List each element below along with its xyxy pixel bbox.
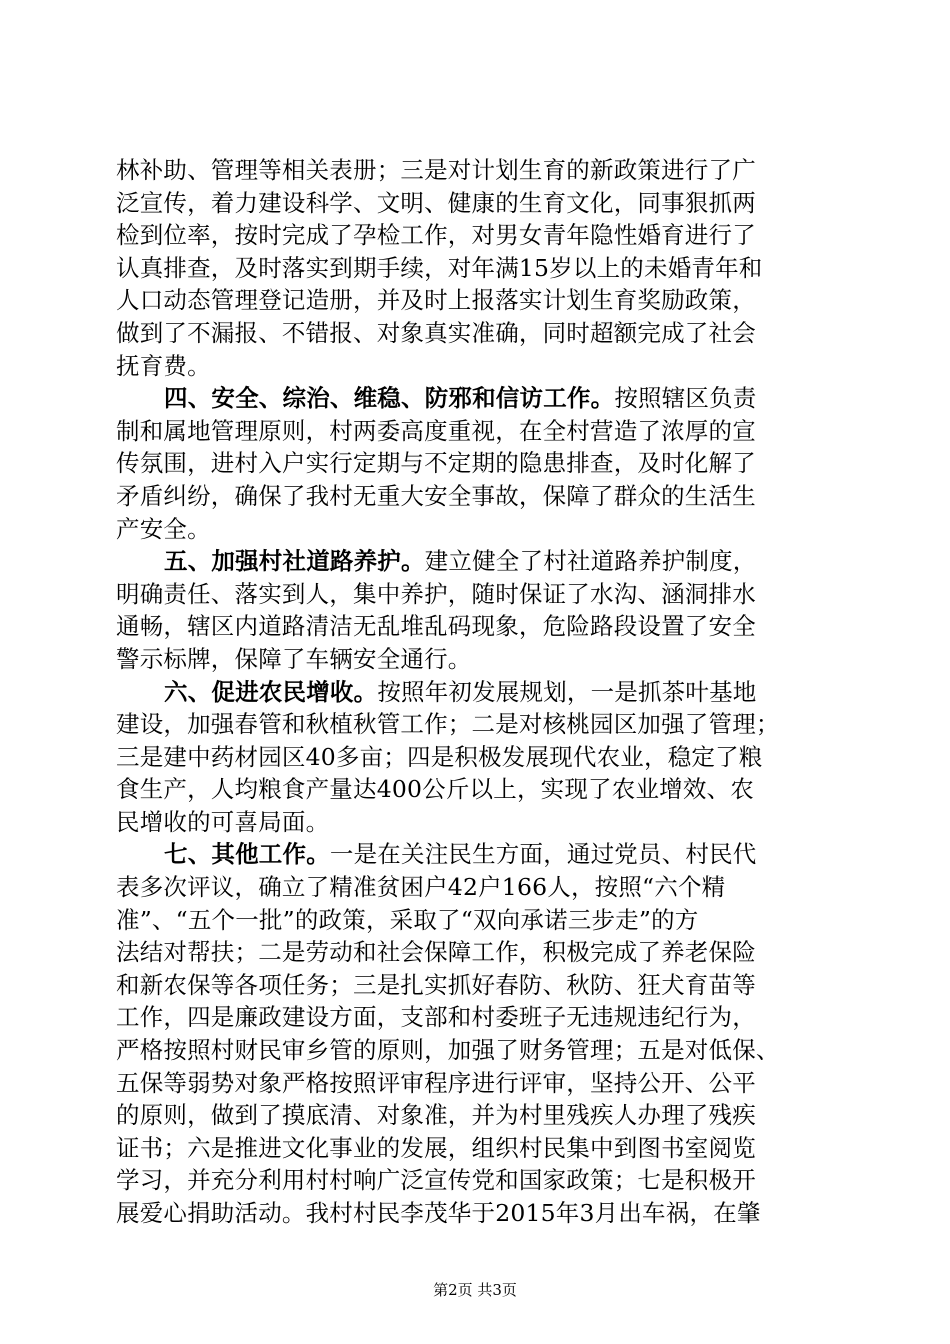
text-line xyxy=(116,284,832,317)
line-text: 传氛围，进村入户实行定期与不定期的隐患排查，及时化解了 xyxy=(116,449,756,478)
line-text: 按照辖区负责 xyxy=(614,384,757,413)
line-text: 泛宣传，着力建设科学、文明、健康的生育文化，同事狠抓两 xyxy=(116,188,756,217)
line-text: 表多次评议，确立了精准贫困户42户166人，按照“六个精 xyxy=(116,873,726,902)
line-text: 展爱心捐助活动。我村村民李茂华于2015年3月出车祸，在肇 xyxy=(116,1199,761,1227)
text-line xyxy=(116,643,832,676)
line-text: 学习，并充分利用村村响广泛宣传党和国家政策；七是积极开 xyxy=(116,1166,756,1195)
text-line xyxy=(116,610,832,643)
line-text: 矛盾纠纷，确保了我村无重大安全事故，保障了群众的生活生 xyxy=(116,481,756,510)
text-line xyxy=(116,350,832,383)
text-line xyxy=(116,1034,832,1067)
text-line xyxy=(116,1132,832,1165)
paragraph-first-line xyxy=(116,676,832,709)
line-text: 民增收的可喜局面。 xyxy=(116,807,330,836)
text-line xyxy=(116,1099,832,1132)
line-text: 明确责任、落实到人，集中养护，随时保证了水沟、涵洞排水 xyxy=(116,579,756,608)
line-text: 做到了不漏报、不错报、对象真实准确，同时超额完成了社会 xyxy=(116,318,756,347)
line-text: 证书；六是推进文化事业的发展，组织村民集中到图书室阅览 xyxy=(116,1133,756,1162)
document-body xyxy=(116,154,832,1230)
text-line xyxy=(116,871,832,904)
line-text: 和新农保等各项任务；三是扎实抓好春防、秋防、狂犬育苗等 xyxy=(116,970,756,999)
line-text: 建设，加强春管和秋植秋管工作；二是对核桃园区加强了管理； xyxy=(116,710,780,739)
text-line xyxy=(116,904,832,937)
text-line xyxy=(116,447,832,480)
text-line xyxy=(116,513,832,546)
line-text: 通畅，辖区内道路清洁无乱堆乱码现象，危险路段设置了安全 xyxy=(116,612,756,641)
line-text: 产安全。 xyxy=(116,514,211,543)
line-text: 的原则，做到了摸底清、对象准，并为村里残疾人办理了残疾 xyxy=(116,1101,756,1130)
line-text: 一是在关注民生方面，通过党员、村民代 xyxy=(329,840,757,869)
line-text: 准”、“五个一批”的政策，采取了“双向承诺三步走”的方 xyxy=(116,905,699,934)
text-line xyxy=(116,806,832,839)
line-text: 工作，四是廉政建设方面，支部和村委班子无违规违纪行为， xyxy=(116,1003,756,1032)
text-line xyxy=(116,936,832,969)
text-line xyxy=(116,480,832,513)
line-text: 制和属地管理原则，村两委高度重视，在全村营造了浓厚的宣 xyxy=(116,416,756,445)
line-text: 建立健全了村社道路养护制度， xyxy=(424,547,757,576)
section-heading: 五、加强村社道路养护。 xyxy=(164,547,425,576)
text-line xyxy=(116,219,832,252)
text-line xyxy=(116,1001,832,1034)
section-heading: 六、促进农民增收。 xyxy=(164,677,378,706)
line-text: 按照年初发展规划，一是抓茶叶基地 xyxy=(377,677,757,706)
text-line xyxy=(116,741,832,774)
line-text: 警示标牌，保障了车辆安全通行。 xyxy=(116,644,472,673)
line-text: 严格按照村财民审乡管的原则，加强了财务管理；五是对低保、 xyxy=(116,1036,780,1065)
line-text: 检到位率，按时完成了孕检工作，对男女青年隐性婚育进行了 xyxy=(116,221,756,250)
text-line xyxy=(116,187,832,220)
text-line xyxy=(116,154,832,187)
text-line xyxy=(116,708,832,741)
line-text: 人口动态管理登记造册，并及时上报落实计划生育奖励政策， xyxy=(116,286,756,315)
text-line xyxy=(116,578,832,611)
line-text: 林补助、管理等相关表册；三是对计划生育的新政策进行了广 xyxy=(116,156,756,184)
text-line xyxy=(116,969,832,1002)
section-heading: 四、安全、综治、维稳、防邪和信访工作。 xyxy=(164,384,615,413)
text-line xyxy=(116,1197,832,1230)
paragraph-first-line xyxy=(116,382,832,415)
text-line xyxy=(116,773,832,806)
text-line xyxy=(116,317,832,350)
paragraph-first-line xyxy=(116,545,832,578)
line-text: 三是建中药材园区40多亩；四是积极发展现代农业，稳定了粮 xyxy=(116,742,763,771)
page-footer: 第2页 共3页 xyxy=(433,1281,517,1299)
text-line xyxy=(116,1164,832,1197)
section-heading: 七、其他工作。 xyxy=(164,840,330,869)
text-line xyxy=(116,415,832,448)
line-text: 五保等弱势对象严格按照评审程序进行评审，坚持公开、公平 xyxy=(116,1068,756,1097)
text-line xyxy=(116,1067,832,1100)
paragraph-first-line xyxy=(116,838,832,871)
line-text: 法结对帮扶；二是劳动和社会保障工作，积极完成了养老保险 xyxy=(116,938,756,967)
line-text: 食生产，人均粮食产量达400公斤以上，实现了农业增效、农 xyxy=(116,775,754,804)
line-text: 抚育费。 xyxy=(116,351,211,380)
text-line xyxy=(116,252,832,285)
line-text: 认真排查，及时落实到期手续，对年满15岁以上的未婚青年和 xyxy=(116,253,763,282)
